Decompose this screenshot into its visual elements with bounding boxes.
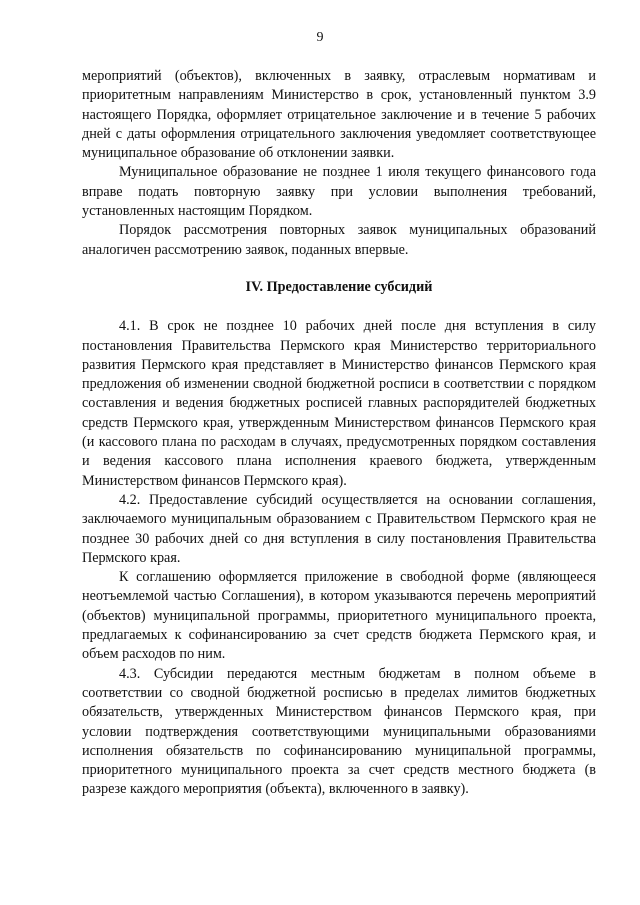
section-heading: IV. Предоставление субсидий (245, 278, 433, 295)
page-number: 9 (316, 30, 324, 45)
paragraph-clause-4-3: 4.3. Субсидии передаются местным бюджетам в полном объеме в соответствии со сводной бюджетной росписью в пределах лимитов бюджетных обязательств, утвержденных Министерством финансов Пермского края, при условии подтверждения соответствующими муниципальными образованиями исполнения обязательств по софинансированию муниципальной программы, приоритетного муниципального проекта за счет средств местного бюджета (в разрезе каждого мероприятия (объекта), включенного в заявку). (82, 665, 596, 798)
paragraph-agreement-annex: К соглашению оформляется приложение в свободной форме (являющееся неотъемлемой частью Соглашения), в котором указываются перечень мероприятий (объектов) муниципальной программы, приоритетного муниципального проекта, предлагаемых к софинансированию за счет средств бюджета Пермского края, и объем расходов по ним. (82, 569, 596, 663)
page-body (82, 67, 596, 800)
paragraph-repeat-application: Муниципальное образование не позднее 1 июля текущего финансового года вправе подать повторную заявку при условии выполнения требований, установленных настоящим Порядком. (82, 164, 596, 220)
paragraph-clause-4-1: 4.1. В срок не позднее 10 рабочих дней после дня вступления в силу постановления Правительства Пермского края Министерство территориального развития Пермского края представляет в Министерство финансов Пермского края предложения об изменении сводной бюджетной росписи в соответствии с порядком составления и ведения бюджетных росписей главных распорядителей бюджетных средств Пермского края, утвержденным Министерством финансов Пермского края (и кассового плана по расходам в случаях, предусмотренных порядком составления и ведения кассового плана исполнения краевого бюджета, утвержденным Министерством финансов Пермского края). (82, 318, 596, 489)
paragraph-clause-4-2: 4.2. Предоставление субсидий осуществляется на основании соглашения, заключаемого муниципальным образованием с Правительством Пермского края не позднее 30 рабочих дней со дня вступления в силу постановления Правительства Пермского края. (82, 491, 596, 566)
paragraph-repeat-review: Порядок рассмотрения повторных заявок муниципальных образований аналогичен рассмотрению заявок, поданных впервые. (82, 222, 596, 258)
paragraph-continuation: мероприятий (объектов), включенных в заявку, отраслевым нормативам и приоритетным направлениям Министерство в срок, установленный пунктом 3.9 настоящего Порядка, оформляет отрицательное заключение и в течение 5 рабочих дней с даты оформления отрицательного заключения уведомляет соответствующее муниципальное образование об отклонении заявки. (82, 68, 596, 162)
